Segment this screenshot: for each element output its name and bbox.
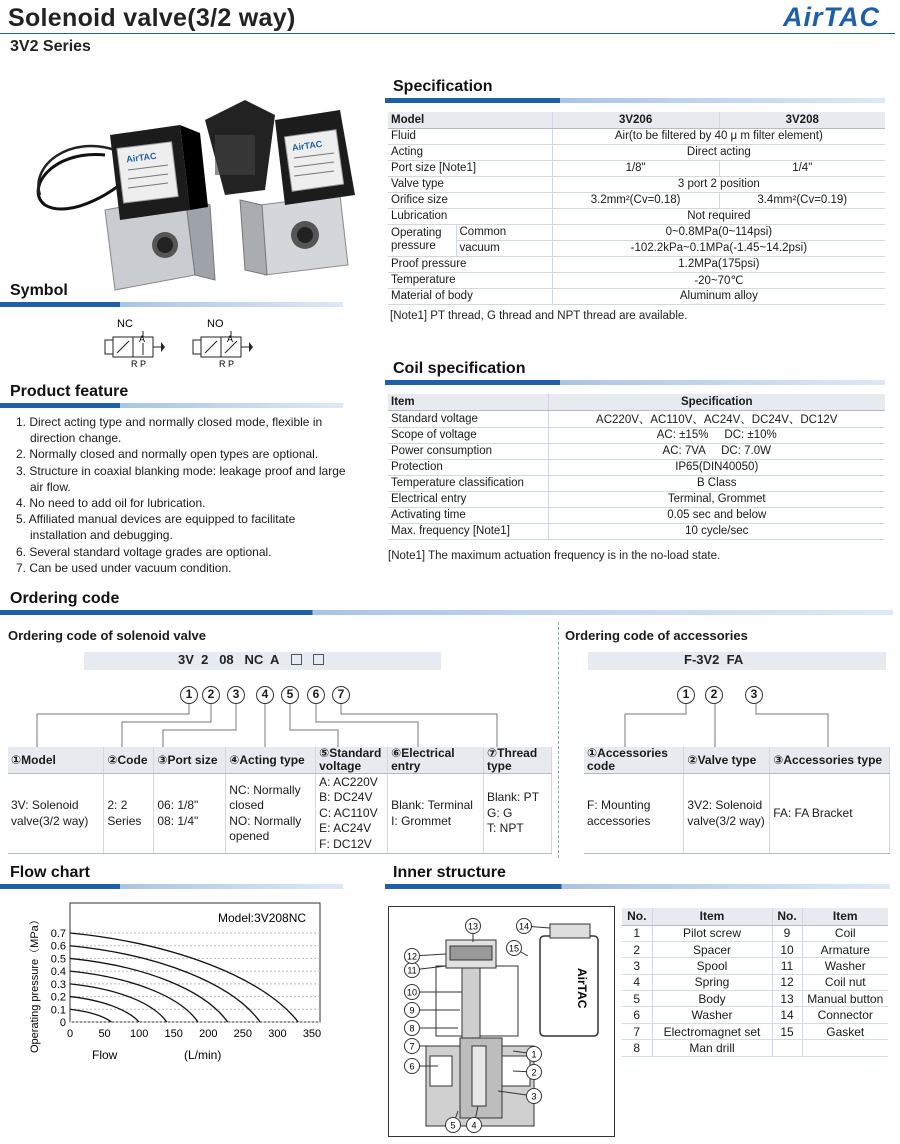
callout-number: 2 xyxy=(531,1067,537,1078)
y-tick-label: 0.2 xyxy=(50,991,66,1004)
flow-chart-heading-bar xyxy=(0,884,343,889)
nc-port-a: A xyxy=(139,334,146,344)
order-column-header: ⑦Thread type xyxy=(484,747,552,774)
acc-ordering-title: Ordering code of accessories xyxy=(565,628,748,643)
parts-header-no: No. xyxy=(622,908,652,925)
part-number: 5 xyxy=(622,991,652,1007)
coil-item: Temperature classification xyxy=(388,475,548,491)
coil-spec-value: B Class xyxy=(548,475,885,491)
spec-header-3v206: 3V206 xyxy=(552,112,719,128)
spec-value: -102.2kPa~0.1MPa(-1.45~14.2psi) xyxy=(552,240,885,256)
order-column-header: ①Model xyxy=(8,747,104,774)
header-divider xyxy=(0,33,895,34)
coil-row xyxy=(388,507,885,523)
inner-structure-drawing xyxy=(388,906,616,1138)
part-number: 15 xyxy=(772,1023,802,1039)
spec-label: pressure xyxy=(391,240,436,252)
x-tick-label: 300 xyxy=(268,1028,287,1040)
parts-row xyxy=(622,958,888,974)
parts-header-item: Item xyxy=(802,908,888,925)
order-column-header: ④Acting type xyxy=(226,747,316,774)
product-label-right: AirTAC xyxy=(291,138,323,153)
spec-value: 1.2MPa(175psi) xyxy=(552,256,885,272)
coil-item: Electrical entry xyxy=(388,491,548,507)
part-name: Armature xyxy=(802,941,888,957)
spec-value: 1/4" xyxy=(719,160,885,176)
order-column-header: ②Code xyxy=(104,747,154,774)
x-tick-label: 150 xyxy=(164,1028,183,1040)
callout-number: 12 xyxy=(406,951,418,962)
y-tick-label: 0.3 xyxy=(50,978,66,991)
part-name: Spring xyxy=(652,974,772,990)
valve-ordering-table xyxy=(8,747,552,854)
coil-item: Power consumption xyxy=(388,443,548,459)
no-symbol xyxy=(193,331,253,369)
spec-label: Material of body xyxy=(388,288,552,304)
spec-label: Acting xyxy=(388,144,552,160)
spec-value: 3 port 2 position xyxy=(552,176,885,192)
spec-label: Operating xyxy=(391,227,442,239)
parts-row xyxy=(622,1040,888,1056)
valve-leader-lines xyxy=(0,700,560,750)
x-tick-label: 250 xyxy=(233,1028,253,1040)
callout-number: 6 xyxy=(409,1061,415,1072)
valve-ordering-title: Ordering code of solenoid valve xyxy=(8,628,206,643)
spec-label: Port size xyxy=(391,162,436,174)
x-tick-label: 200 xyxy=(199,1028,218,1040)
coil-spec-value: AC: 7VA DC: 7.0W xyxy=(548,443,885,459)
code-position-circle: 1 xyxy=(180,686,198,704)
y-tick-label: 0 xyxy=(59,1017,66,1029)
order-column-value: FA: FA Bracket xyxy=(770,774,890,854)
coil-spec-value: Terminal, Grommet xyxy=(548,491,885,507)
spec-label-pressure xyxy=(388,224,456,256)
spec-label: Valve type xyxy=(388,176,552,192)
coil-spec-value: 10 cycle/sec xyxy=(548,523,885,539)
order-column-value: 06: 1/8" 08: 1/4" xyxy=(154,774,226,854)
spec-value: Not required xyxy=(552,208,885,224)
feature-item: 6. Several standard voltage grades are optional. xyxy=(16,544,272,559)
feature-list xyxy=(16,414,346,576)
spec-value: 3.4mm²(Cv=0.19) xyxy=(719,192,885,208)
product-photo xyxy=(10,95,370,300)
specification-heading-bar xyxy=(385,98,885,103)
product-feature-heading-bar xyxy=(0,403,343,408)
part-name: Washer xyxy=(652,1007,772,1023)
code-position-circle: 2 xyxy=(202,686,220,704)
no-port-a: A xyxy=(227,334,234,344)
spec-value: 0~0.8MPa(0~114psi) xyxy=(552,224,885,240)
part-name: Body xyxy=(652,991,772,1007)
x-tick-label: 350 xyxy=(302,1028,322,1040)
spec-label: Lubrication xyxy=(388,208,552,224)
coil-row xyxy=(388,443,885,459)
parts-row xyxy=(622,941,888,957)
spec-value: 1/8" xyxy=(552,160,719,176)
parts-table xyxy=(622,908,888,1057)
parts-row xyxy=(622,925,888,941)
code-blank-box xyxy=(291,654,302,665)
part-number: 11 xyxy=(772,958,802,974)
parts-row xyxy=(622,974,888,990)
callout-number: 9 xyxy=(409,1005,415,1016)
coil-item: Activating time xyxy=(388,507,548,523)
coil-spec-heading-bar xyxy=(385,380,885,385)
product-feature-heading: Product feature xyxy=(10,383,129,400)
order-column-value: Blank: Terminal I: Grommet xyxy=(388,774,484,854)
callout-number: 8 xyxy=(409,1023,415,1034)
spec-label: Orifice size xyxy=(388,192,552,208)
code-position-circle: 2 xyxy=(705,686,723,704)
order-column-value: F: Mounting accessories xyxy=(584,774,684,854)
acc-ordering-table xyxy=(584,747,890,854)
order-column-value: Blank: PT G: G T: NPT xyxy=(484,774,552,854)
coil-spec-value: IP65(DIN40050) xyxy=(548,459,885,475)
spec-note: [Note1] PT thread, G thread and NPT thread are available. xyxy=(390,310,688,322)
feature-item: 3. Structure in coaxial blanking mode: leakage proof and large air flow. xyxy=(16,463,346,494)
callout-number: 1 xyxy=(531,1049,537,1060)
spec-note-ref: [Note1] xyxy=(438,162,477,174)
part-number: 8 xyxy=(622,1040,652,1056)
code-position-circle: 6 xyxy=(307,686,325,704)
order-column-header: ②Valve type xyxy=(684,747,770,774)
symbol-heading-bar xyxy=(0,302,343,307)
part-name: Manual button xyxy=(802,991,888,1007)
code-position-circle: 7 xyxy=(332,686,350,704)
code-position-circle: 3 xyxy=(227,686,245,704)
feature-item: 4. No need to add oil for lubrication. xyxy=(16,496,206,511)
flow-curve-0.5 xyxy=(70,958,228,1022)
code-position-circle: 5 xyxy=(281,686,299,704)
part-name: Washer xyxy=(802,958,888,974)
callout-number: 3 xyxy=(531,1091,537,1102)
coil-spec-value: 0.05 sec and below xyxy=(548,507,885,523)
coil-row xyxy=(388,475,885,491)
part-name xyxy=(802,1040,888,1056)
order-column-header: ⑤Standard voltage xyxy=(316,747,388,774)
specification-table xyxy=(388,112,885,305)
part-name: Spacer xyxy=(652,941,772,957)
coil-row xyxy=(388,491,885,507)
brand-logo: AirTAC xyxy=(783,2,880,32)
symbol-heading: Symbol xyxy=(10,282,68,299)
code-position-circle: 3 xyxy=(745,686,763,704)
coil-header-spec: Specification xyxy=(548,394,885,410)
x-tick-label: 0 xyxy=(66,1028,74,1040)
x-axis-unit: (L/min) xyxy=(184,1048,222,1062)
ordering-code-heading: Ordering code xyxy=(10,590,120,607)
y-tick-label: 0.5 xyxy=(50,953,66,966)
part-name: Electromagnet set xyxy=(652,1023,772,1039)
symbol-nc-label: NC xyxy=(117,318,133,330)
acc-leader-lines xyxy=(560,700,900,750)
spec-header-3v208: 3V208 xyxy=(719,112,885,128)
part-name: Pilot screw xyxy=(652,925,772,941)
parts-row xyxy=(622,991,888,1007)
spec-value: -20~70℃ xyxy=(552,272,885,288)
order-column-value: 3V: Solenoid valve(3/2 way) xyxy=(8,774,104,854)
spec-sublabel: Common xyxy=(456,224,552,240)
callout-number: 5 xyxy=(450,1120,456,1131)
inner-structure-heading-bar xyxy=(385,884,890,889)
callout-number: 7 xyxy=(409,1041,415,1052)
coil-spec-heading: Coil specification xyxy=(393,360,526,377)
valve-symbols xyxy=(95,315,265,370)
part-name: Coil xyxy=(802,925,888,941)
coil-item: Scope of voltage xyxy=(388,427,548,443)
callout-number: 15 xyxy=(508,943,520,954)
part-number: 4 xyxy=(622,974,652,990)
coil-item: Standard voltage xyxy=(388,410,548,427)
spec-value: Direct acting xyxy=(552,144,885,160)
part-name: Coil nut xyxy=(802,974,888,990)
x-tick-label: 50 xyxy=(98,1028,111,1040)
inner-structure-heading: Inner structure xyxy=(393,864,506,881)
parts-header-item: Item xyxy=(652,908,772,925)
y-tick-label: 0.1 xyxy=(50,1004,66,1017)
symbol-no-label: NO xyxy=(207,318,224,330)
part-number: 10 xyxy=(772,941,802,957)
part-number: 6 xyxy=(622,1007,652,1023)
spec-header-model: Model xyxy=(388,112,552,128)
part-number: 13 xyxy=(772,991,802,1007)
part-number: 3 xyxy=(622,958,652,974)
page-subtitle: 3V2 Series xyxy=(10,38,91,55)
spec-sublabel: vacuum xyxy=(456,240,552,256)
coil-brand-text: AirTAC xyxy=(575,968,589,1009)
callout-number: 4 xyxy=(471,1120,477,1131)
callout-number: 11 xyxy=(407,965,417,976)
acc-code-text: F-3V2 FA xyxy=(684,652,744,667)
flow-curve-0.1 xyxy=(70,1009,111,1022)
y-tick-label: 0.7 xyxy=(50,928,66,940)
coil-row xyxy=(388,459,885,475)
order-column-value: 3V2: Solenoid valve(3/2 way) xyxy=(684,774,770,854)
x-tick-label: 100 xyxy=(129,1028,149,1040)
part-number: 1 xyxy=(622,925,652,941)
order-column-header: ③Accessories type xyxy=(770,747,890,774)
coil-row xyxy=(388,523,885,539)
y-tick-label: 0.6 xyxy=(50,940,66,953)
part-number: 7 xyxy=(622,1023,652,1039)
nc-port-rp: R P xyxy=(131,359,147,369)
x-axis-label: Flow xyxy=(92,1048,118,1062)
coil-row xyxy=(388,410,885,427)
feature-item: 7. Can be used under vacuum condition. xyxy=(16,560,232,575)
part-name: Connector xyxy=(802,1007,888,1023)
acc-ordering-code xyxy=(588,652,886,670)
flow-chart-heading: Flow chart xyxy=(10,864,91,881)
coil-row xyxy=(388,427,885,443)
feature-item: 1. Direct acting type and normally closed mode, flexible in direction change. xyxy=(16,415,323,446)
coil-spec-table xyxy=(388,394,885,540)
code-blank-box xyxy=(313,654,324,665)
valve-code-text: 3V 2 08 NC A xyxy=(178,652,279,667)
part-number: 14 xyxy=(772,1007,802,1023)
part-name: Gasket xyxy=(802,1023,888,1039)
callout-number: 14 xyxy=(518,921,530,932)
coil-item: Max. frequency [Note1] xyxy=(388,523,548,539)
part-number: 2 xyxy=(622,941,652,957)
order-column-header: ⑥Electrical entry xyxy=(388,747,484,774)
order-column-header: ③Port size xyxy=(154,747,226,774)
parts-row xyxy=(622,1023,888,1039)
code-position-circle: 4 xyxy=(256,686,274,704)
coil-item: Protection xyxy=(388,459,548,475)
order-column-value: A: AC220V B: DC24V C: AC110V E: AC24V F: DC12V xyxy=(316,774,388,854)
flow-curve-0.7 xyxy=(70,933,298,1022)
spec-label: Fluid xyxy=(388,128,552,144)
parts-header-no: No. xyxy=(772,908,802,925)
feature-item: 5. Affiliated manual devices are equipped to facilitate installation and debugging. xyxy=(16,512,296,543)
specification-heading: Specification xyxy=(393,78,493,95)
ordering-code-heading-bar xyxy=(0,610,893,615)
callout-number: 13 xyxy=(467,921,479,932)
feature-item: 2. Normally closed and normally open types are optional. xyxy=(16,447,319,462)
order-column-value: NC: Normally closed NO: Normally opened xyxy=(226,774,316,854)
part-name: Man drill xyxy=(652,1040,772,1056)
spec-label: Temperature xyxy=(388,272,552,288)
spec-label: Proof pressure xyxy=(388,256,552,272)
nc-symbol xyxy=(105,331,165,369)
order-column-header: ①Accessories code xyxy=(584,747,684,774)
coil-note: [Note1] The maximum actuation frequency is in the no-load state. xyxy=(388,550,721,562)
parts-row xyxy=(622,1007,888,1023)
page-title: Solenoid valve(3/2 way) xyxy=(8,4,296,32)
coil-spec-value: AC: ±15% DC: ±10% xyxy=(548,427,885,443)
y-axis-label: Operating pressure（MPa） xyxy=(29,914,41,1053)
part-number: 12 xyxy=(772,974,802,990)
part-number xyxy=(772,1040,802,1056)
valve-ordering-code xyxy=(84,652,441,670)
part-name: Spool xyxy=(652,958,772,974)
y-tick-label: 0.4 xyxy=(50,966,66,979)
product-label-left: AirTAC xyxy=(125,150,158,165)
order-column-value: 2: 2 Series xyxy=(104,774,154,854)
coil-header-item: Item xyxy=(388,394,548,410)
spec-value: 3.2mm²(Cv=0.18) xyxy=(552,192,719,208)
chart-title: Model:3V208NC xyxy=(218,911,307,925)
callout-number: 10 xyxy=(406,987,418,998)
spec-label-port-size xyxy=(388,160,552,176)
part-number: 9 xyxy=(772,925,802,941)
spec-value: Air(to be filtered by 40 μ m filter element) xyxy=(552,128,885,144)
code-position-circle: 1 xyxy=(677,686,695,704)
no-port-rp: R P xyxy=(219,359,235,369)
flow-chart xyxy=(0,895,345,1070)
spec-value: Aluminum alloy xyxy=(552,288,885,304)
coil-spec-value: AC220V、AC110V、AC24V、DC24V、DC12V xyxy=(548,410,885,427)
